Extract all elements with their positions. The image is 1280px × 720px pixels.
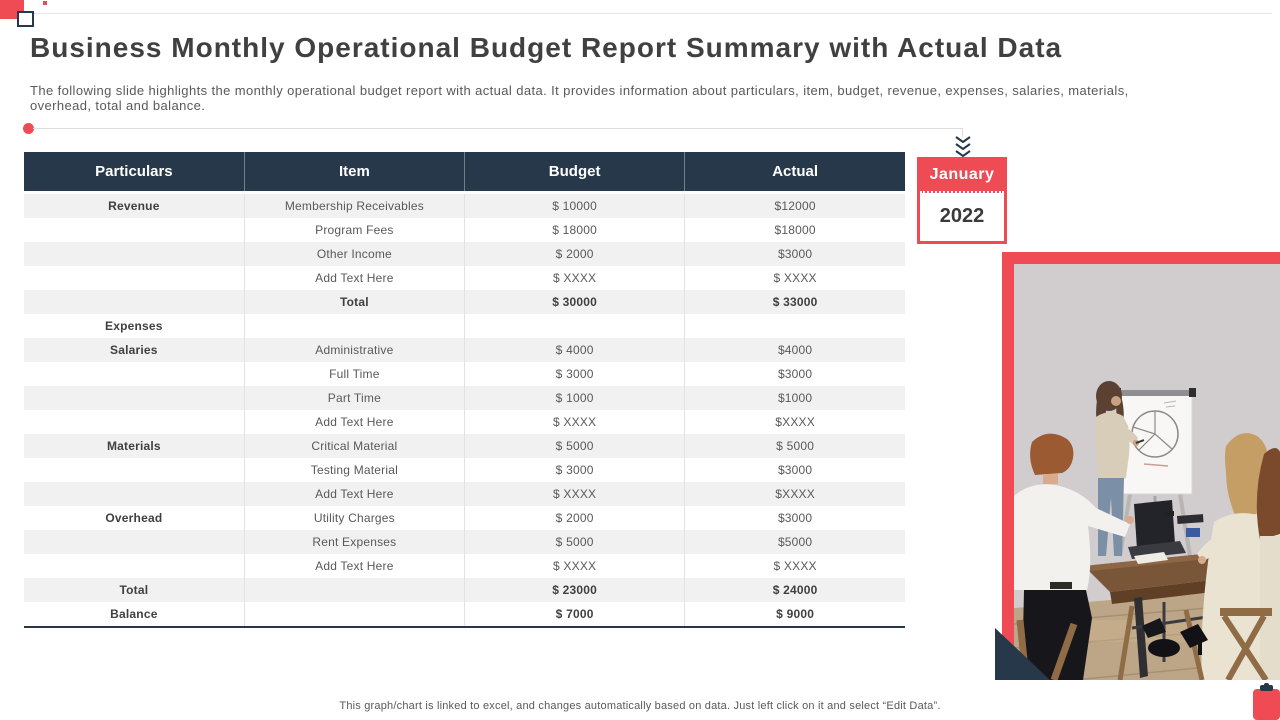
photo-presenter [1095, 412, 1130, 481]
photo-laptop [1134, 500, 1175, 549]
cell-actual: $3000 [777, 367, 813, 381]
cell-budget: $ 23000 [465, 578, 685, 602]
footnote: This graph/chart is linked to excel, and changes automatically based on data. Just left click on it and select “Edit Data”. [339, 700, 941, 712]
cell-particulars [24, 386, 244, 410]
table-row [24, 602, 905, 627]
cell-budget: $ XXXX [465, 482, 685, 506]
cell-particulars [24, 410, 244, 434]
cell-particulars [24, 458, 244, 482]
cell-item: Add Text Here [244, 554, 464, 578]
cell-particulars [24, 218, 244, 242]
cell-budget: $ 1000 [465, 386, 685, 410]
column-header: Particulars [24, 152, 244, 193]
cell-actual: $ 9000 [776, 607, 815, 621]
table-row [24, 193, 905, 219]
cell-budget: $ 10000 [465, 193, 685, 219]
cell-item: Administrative [244, 338, 464, 362]
table-row [24, 362, 905, 386]
top-divider-line [34, 13, 1272, 14]
cell-actual: $ 24000 [772, 583, 818, 597]
cell-budget: $ 2000 [465, 506, 685, 530]
cell-particulars [24, 290, 244, 314]
budget-table[interactable] [24, 152, 905, 628]
cell-budget: $ 30000 [465, 290, 685, 314]
cell-actual [685, 314, 905, 338]
cell-item: Program Fees [244, 218, 464, 242]
cell-actual: $4000 [777, 343, 813, 357]
cell-budget: $ 5000 [465, 434, 685, 458]
page-title: Business Monthly Operational Budget Report Summary with Actual Data [30, 32, 1063, 63]
cell-actual: $ 5000 [776, 439, 815, 453]
cell-particulars [24, 482, 244, 506]
cell-budget: $ XXXX [465, 266, 685, 290]
table-row [24, 554, 905, 578]
cell-particulars [24, 554, 244, 578]
column-header: Budget [465, 152, 685, 193]
cell-budget: $ 3000 [465, 458, 685, 482]
cell-item: Part Time [244, 386, 464, 410]
cell-particulars: Materials [24, 434, 244, 458]
cell-item: Membership Receivables [244, 193, 464, 219]
table-row [24, 506, 905, 530]
cell-budget: $ 7000 [465, 602, 685, 627]
cell-item: Add Text Here [244, 266, 464, 290]
table-row [24, 386, 905, 410]
cell-item [244, 314, 464, 338]
table-header [24, 152, 905, 193]
corner-outline-square [17, 11, 34, 27]
corner-tiny-dot [43, 1, 47, 5]
cell-budget: $ 3000 [465, 362, 685, 386]
cell-particulars: Total [24, 578, 244, 602]
cell-particulars: Expenses [24, 314, 244, 338]
cell-actual: $18000 [774, 223, 816, 237]
cell-item: Testing Material [244, 458, 464, 482]
cell-item: Rent Expenses [244, 530, 464, 554]
column-header: Item [244, 152, 464, 193]
cell-item: Utility Charges [244, 506, 464, 530]
cell-actual: $ 33000 [772, 295, 818, 309]
meeting-photo-frame[interactable] [1002, 252, 1280, 680]
cell-budget: $ 18000 [465, 218, 685, 242]
cell-item [244, 578, 464, 602]
cell-actual: $3000 [777, 463, 813, 477]
table-row [24, 458, 905, 482]
cell-item: Total [244, 290, 464, 314]
table-row [24, 242, 905, 266]
cell-item: Full Time [244, 362, 464, 386]
divider-line [33, 128, 962, 129]
cell-item: Add Text Here [244, 482, 464, 506]
cell-actual: $XXXX [775, 487, 815, 501]
cell-actual: $12000 [774, 199, 816, 213]
cell-budget: $ 5000 [465, 530, 685, 554]
badge-year: 2022 [939, 205, 985, 227]
cell-item [244, 602, 464, 627]
table-row [24, 218, 905, 242]
cell-actual: $1000 [777, 391, 813, 405]
table-row [24, 530, 905, 554]
cell-budget: $ 2000 [465, 242, 685, 266]
table-row [24, 290, 905, 314]
cell-budget [465, 314, 685, 338]
cell-actual: $3000 [777, 511, 813, 525]
cell-actual: $ XXXX [773, 271, 817, 285]
cell-particulars [24, 266, 244, 290]
cell-budget: $ XXXX [465, 410, 685, 434]
chevron-down-icon [955, 136, 971, 159]
table-row [24, 266, 905, 290]
table-row [24, 314, 905, 338]
cell-actual: $5000 [777, 535, 813, 549]
meeting-photo [1014, 264, 1280, 680]
calendar-badge [917, 157, 1007, 244]
cell-particulars [24, 530, 244, 554]
cell-particulars: Balance [24, 602, 244, 627]
cell-actual: $XXXX [775, 415, 815, 429]
cell-actual: $3000 [777, 247, 813, 261]
table-row [24, 410, 905, 434]
meeting-photo-art [1014, 264, 1280, 680]
table-row [24, 578, 905, 602]
badge-month: January [920, 160, 1004, 193]
table-row [24, 482, 905, 506]
clipboard-knob [1264, 683, 1269, 687]
cell-particulars [24, 242, 244, 266]
cell-item: Add Text Here [244, 410, 464, 434]
table-row [24, 338, 905, 362]
column-header: Actual [685, 152, 905, 193]
cell-particulars [24, 362, 244, 386]
page-subtitle: The following slide highlights the monthly operational budget report with actual data. It provides information about particulars, item, budget, revenue, expenses, salaries, materials, overhead, total and balance. [30, 83, 1129, 113]
cell-item: Other Income [244, 242, 464, 266]
cell-particulars: Revenue [24, 193, 244, 219]
cell-actual: $ XXXX [773, 559, 817, 573]
table-row [24, 434, 905, 458]
cell-item: Critical Material [244, 434, 464, 458]
cell-particulars: Overhead [24, 506, 244, 530]
navy-triangle-accent [995, 628, 1050, 680]
cell-particulars: Salaries [24, 338, 244, 362]
cell-budget: $ XXXX [465, 554, 685, 578]
cell-budget: $ 4000 [465, 338, 685, 362]
